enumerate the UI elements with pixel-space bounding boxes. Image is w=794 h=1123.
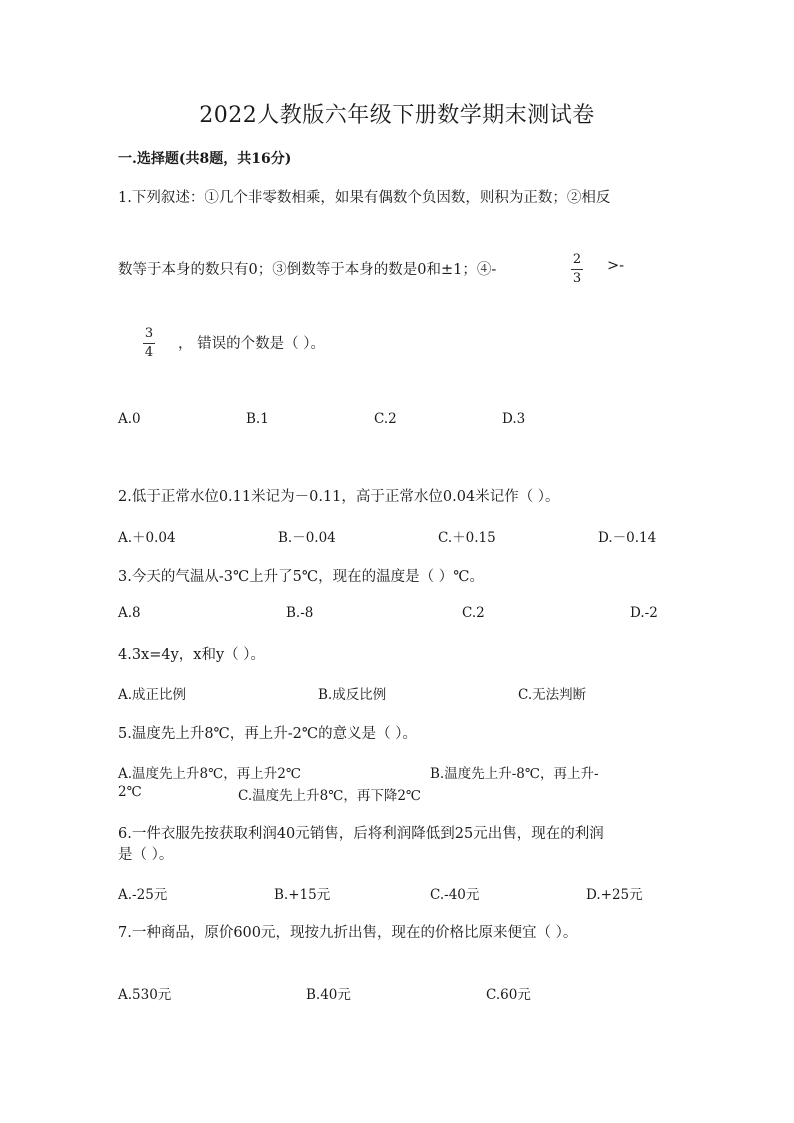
- question-6-line-1: 6.一件衣服先按获取利润40元销售，后将利润降低到25元出售，现在的利润: [118, 826, 604, 842]
- fraction-numerator: 3: [144, 326, 154, 341]
- option-d: D.-2: [630, 605, 658, 621]
- option-c: C.无法判断: [518, 687, 587, 703]
- fraction-denominator: 3: [572, 271, 582, 286]
- option-a: A.＋0.04: [118, 530, 176, 546]
- option-b: B.1: [246, 411, 269, 427]
- option-a: A.成正比例: [118, 687, 187, 703]
- section-heading: 一.选择题(共8题，共16分): [118, 151, 292, 167]
- question-4: 4.3x=4y，x和y（ ）。: [118, 647, 266, 663]
- page-title: 2022人教版六年级下册数学期末测试卷: [199, 103, 595, 128]
- question-3: 3.今天的气温从-3℃上升了5℃，现在的温度是（ ）℃。: [118, 569, 484, 585]
- question-7: 7.一种商品，原价600元，现按九折出售，现在的价格比原来便宜（ ）。: [118, 925, 578, 941]
- question-6-line-2: 是（ ）。: [118, 847, 174, 863]
- option-b: B.温度先上升-8℃，再上升-: [430, 766, 599, 782]
- option-a: A.-25元: [118, 887, 168, 903]
- fraction-two-thirds: [571, 252, 583, 287]
- option-c: C.2: [462, 605, 485, 621]
- fraction-denominator: 4: [144, 345, 154, 360]
- fraction-numerator: 2: [572, 252, 582, 267]
- question-1-line-2: 数等于本身的数只有0；③倒数等于本身的数是0和±1；④-: [118, 262, 497, 278]
- option-c: C.60元: [486, 987, 531, 1003]
- option-b-continued: 2℃: [118, 784, 142, 800]
- option-b: B.40元: [306, 987, 351, 1003]
- option-b: B.成反比例: [318, 687, 387, 703]
- option-c: C.2: [374, 411, 397, 427]
- fraction-bar: [143, 343, 155, 344]
- question-5: 5.温度先上升8℃，再上升-2℃的意义是（ ）。: [118, 726, 417, 742]
- option-d: D.－0.14: [598, 530, 657, 546]
- greater-than-sign: >-: [607, 258, 625, 274]
- option-a: A.温度先上升8℃，再上升2℃: [118, 766, 301, 782]
- option-a: A.530元: [118, 987, 172, 1003]
- question-2: 2.低于正常水位0.11米记为－0.11，高于正常水位0.04米记作（ ）。: [118, 489, 560, 505]
- option-b: B.－0.04: [278, 530, 336, 546]
- option-c: C.温度先上升8℃，再下降2℃: [238, 788, 422, 804]
- option-b: B.+15元: [274, 887, 331, 903]
- option-c: C.-40元: [430, 887, 480, 903]
- question-1-line-1: 1.下列叙述：①几个非零数相乘，如果有偶数个负因数，则积为正数；②相反: [118, 190, 611, 206]
- option-b: B.-8: [286, 605, 314, 621]
- question-1-line-3: ， 错误的个数是（ ）。: [178, 336, 325, 352]
- fraction-three-quarters: [143, 326, 155, 361]
- option-a: A.0: [118, 411, 141, 427]
- option-a: A.8: [118, 605, 141, 621]
- option-c: C.＋0.15: [438, 530, 496, 546]
- option-d: D.3: [502, 411, 526, 427]
- option-d: D.+25元: [586, 887, 643, 903]
- fraction-bar: [571, 269, 583, 270]
